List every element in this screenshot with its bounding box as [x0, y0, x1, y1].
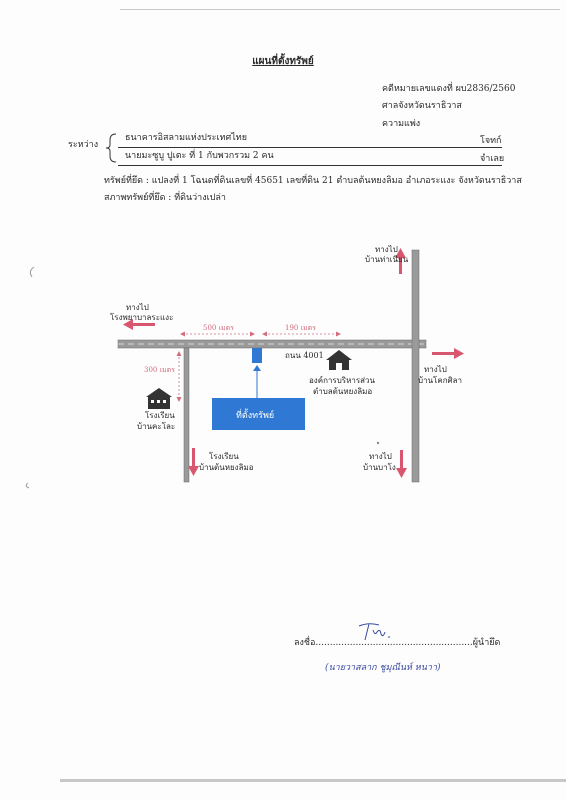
school2-label-2: บ้านต้นหยงลิมอ: [199, 463, 254, 472]
distance-500-label: 500 เมตร: [203, 324, 234, 332]
scan-edge-top: [120, 9, 560, 10]
property-condition-line: สภาพทรัพย์ที่ยึด : ที่ดินว่างเปล่า: [104, 193, 226, 203]
arrow-south-school: [188, 448, 199, 476]
to-hospital-label-1: ทางไป: [126, 303, 149, 312]
property-marker: [252, 348, 262, 363]
page-title: แผนที่ตั้งทรัพย์: [252, 56, 314, 67]
plaintiff-underline: [118, 147, 502, 148]
plaintiff-role: โจทก์: [480, 136, 502, 146]
org-label-2: ตำบลต้นหยงลิมอ: [313, 387, 373, 396]
school2-label-1: โรงเรียน: [209, 452, 239, 461]
between-label: ระหว่าง: [68, 140, 99, 150]
school1-label-1: โรงเรียน: [145, 411, 175, 420]
to-south-label-2: บ้านบาโง: [363, 463, 396, 472]
seized-property-line: ทรัพย์ที่ยึด : แปลงที่ 1 โฉนดที่ดินเลขที่ 45651 เลขที่ดิน 21 ตำบลต้นหยงลิมอ อำเภอระแงะ จังหวัดนราธิวาส: [104, 176, 522, 186]
defendant-underline: [118, 165, 502, 166]
to-north-label-2: บ้านท่าเนียน: [365, 255, 409, 264]
curly-brace: [104, 132, 118, 164]
defendant-role: จำเลย: [480, 154, 505, 164]
east-road: [412, 250, 419, 482]
to-east-label-1: ทางไป: [424, 365, 447, 374]
handwritten-name: (นายวาสลาก ชูมุณีนห์ หนาา): [325, 663, 441, 673]
defendant-name: นายมะซูบู ปูเตะ ที่ 1 กับพวกรวม 2 คน: [125, 151, 274, 161]
school-icon: [146, 388, 172, 409]
property-box-label: ที่ตั้งทรัพย์: [236, 411, 275, 421]
road-label: ถนน 4001: [285, 351, 324, 360]
court-name: ศาลจังหวัดนราธิวาส: [382, 101, 462, 111]
to-south-label-1: ทางไป: [369, 452, 392, 461]
scan-edge-bottom: [60, 779, 566, 782]
school1-label-2: บ้านคะโละ: [137, 422, 176, 431]
plaintiff-name: ธนาคารอิสลามแห่งประเทศไทย: [125, 133, 247, 143]
org-label-1: องค์การบริหารส่วน: [309, 376, 375, 385]
distance-190-label: 190 เมตร: [285, 324, 316, 332]
arrow-south-east: [396, 450, 407, 478]
signature-line: ลงชื่อ.......................................................ผู้นำยึด: [294, 638, 501, 648]
case-type: ความแพ่ง: [382, 119, 421, 129]
distance-300-label: 300 เมตร: [144, 366, 175, 374]
to-east-label-2: บ้านโคกศิลา: [418, 376, 463, 385]
case-number: คดีหมายเลขแดงที่ ผบ2836/2560: [382, 84, 516, 94]
arrow-east: [432, 348, 464, 359]
school-road: [184, 348, 189, 482]
to-hospital-label-2: โรงพยาบาลระแงะ: [110, 313, 174, 322]
to-north-label-1: ทางไป: [375, 245, 398, 254]
location-map: [0, 230, 566, 500]
